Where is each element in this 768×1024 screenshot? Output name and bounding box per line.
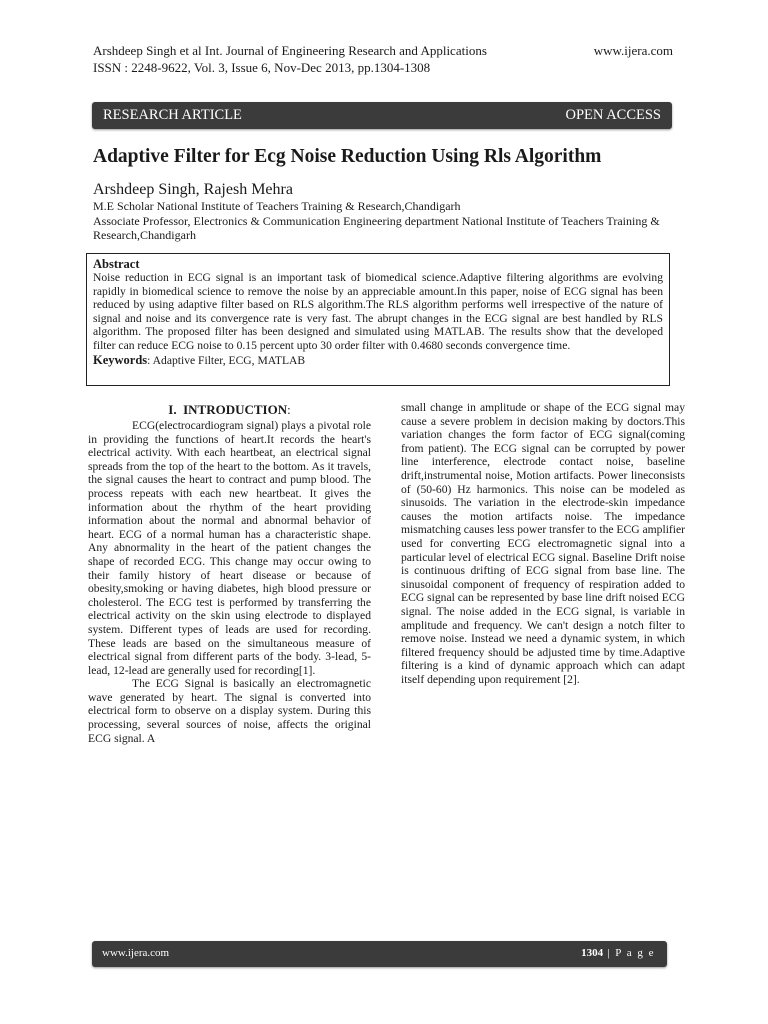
right-column bbox=[401, 401, 685, 686]
keywords-line bbox=[93, 353, 663, 368]
author-list: Arshdeep Singh, Rajesh Mehra bbox=[93, 181, 293, 198]
intro-paragraph-2: The ECG Signal is basically an electromagnetic wave generated by heart. The signal is converted into electrical form to observe on a display system. During this processing, several sources of noise, affects the original ECG signal. A bbox=[88, 677, 371, 745]
intro-paragraph-2-continued: small change in amplitude or shape of the ECG signal may cause a severe problem in decision making by doctors.This variation changes the form factor of ECG signal(coming from patient). The ECG signal can be corrupted by power line interference, electrode contact noise, baseline drift,instrumental noise, Motion artifacts. Power lineconsists of (50-60) Hz harmonics. This noise can be modeled as sinusoids. The variation in the electrode-skin impedance causes the motion artifacts noise. The impedance mismatching causes less power transfer to the ECG amplifier used for converting ECG electromagnetic signal into a particular level of electrical ECG signal. Baseline Drift noise is continuous drifting of ECG signal from base line. The sinusoidal component of frequency of respiration added to ECG signal can be represented by base line drift noised ECG signal. The noise added in the ECG signal, is variable in amplitude and frequency. We can't design a notch filter to remove noise. Instead we need a dynamic system, in which filtered frequency should be adjusted time by time.Adaptive filtering is a kind of dynamic approach which can adapt itself depending upon requirement [2]. bbox=[401, 401, 685, 686]
affiliations bbox=[93, 199, 678, 243]
paper-title: Adaptive Filter for Ecg Noise Reduction Using Rls Algorithm bbox=[93, 146, 602, 167]
running-header bbox=[93, 42, 487, 76]
footer-website-link[interactable]: www.ijera.com bbox=[102, 947, 170, 959]
section-heading-introduction bbox=[88, 401, 371, 418]
page-number: 1304 bbox=[581, 947, 604, 959]
journal-line: Arshdeep Singh et al Int. Journal of Engineering Research and Applications bbox=[93, 43, 487, 58]
section-heading-colon: : bbox=[287, 402, 291, 417]
research-article-label: RESEARCH ARTICLE bbox=[103, 107, 242, 123]
keywords-list: : Adaptive Filter, ECG, MATLAB bbox=[147, 353, 306, 367]
affiliation-1: M.E Scholar National Institute of Teachers Training & Research,Chandigarh bbox=[93, 199, 461, 213]
left-column bbox=[88, 401, 371, 745]
affiliation-2: Associate Professor, Electronics & Communication Engineering department National Institute of Teachers Training & Research,Chandigarh bbox=[93, 213, 660, 242]
header-website-link[interactable]: www.ijera.com bbox=[593, 43, 673, 58]
abstract-box bbox=[86, 253, 670, 386]
article-type-banner bbox=[92, 102, 672, 129]
section-number: I. bbox=[168, 402, 177, 417]
abstract-text: Noise reduction in ECG signal is an important task of biomedical science.Adaptive filtering algorithms are evolving rapidly in biomedical science to remove the noise by an appreciable amount.In this paper, noise of ECG signal has been reduced by using adaptive filter based on RLS algorithm.The RLS algorithm performs well irrespective of the nature of signal and noise and its convergence rate is very fast. The abrupt changes in the ECG signal are best handled by RLS algorithm. The proposed filter has been designed and simulated using MATLAB. The results show that the developed filter can reduce ECG noise to 0.15 percent upto 30 order filter with 0.4680 seconds convergence time. bbox=[93, 271, 663, 352]
abstract-heading: Abstract bbox=[93, 257, 140, 271]
intro-paragraph-1: ECG(electrocardiogram signal) plays a pivotal role in providing the functions of heart.It records the heart's electrical activity. With each heartbeat, an electrical signal spreads from the top of the heart to the bottom. As it travels, the signal causes the heart to contract and pump blood. The process repeats with each new heartbeat. It gives the information about the rhythm of the heart providing information about the normal and abnormal behavior of heart. ECG of a normal human has a characteristic shape. Any abnormality in the heart of the patient changes the shape of recorded ECG. This change may occur owing to their family history of heart disease or because of obesity,smoking or having diabetes, high blood pressure or cholesterol. The ECG test is performed by transferring the electrical activity on the skin using electrode to displayed system. Different types of leads are used for recording. These leads are based on the simultaneous measure of electrical signal from different parts of the body. 3-lead, 5-lead, 12-lead are generally used for recording[1]. bbox=[88, 419, 371, 677]
page-text: | P a g e bbox=[607, 947, 655, 959]
section-title: INTRODUCTION bbox=[183, 402, 288, 417]
page-number-label bbox=[581, 947, 655, 959]
issn-line: ISSN : 2248-9622, Vol. 3, Issue 6, Nov-Dec 2013, pp.1304-1308 bbox=[93, 60, 431, 75]
open-access-label: OPEN ACCESS bbox=[565, 107, 661, 123]
page-footer bbox=[92, 941, 667, 967]
keywords-label: Keywords bbox=[93, 352, 148, 367]
